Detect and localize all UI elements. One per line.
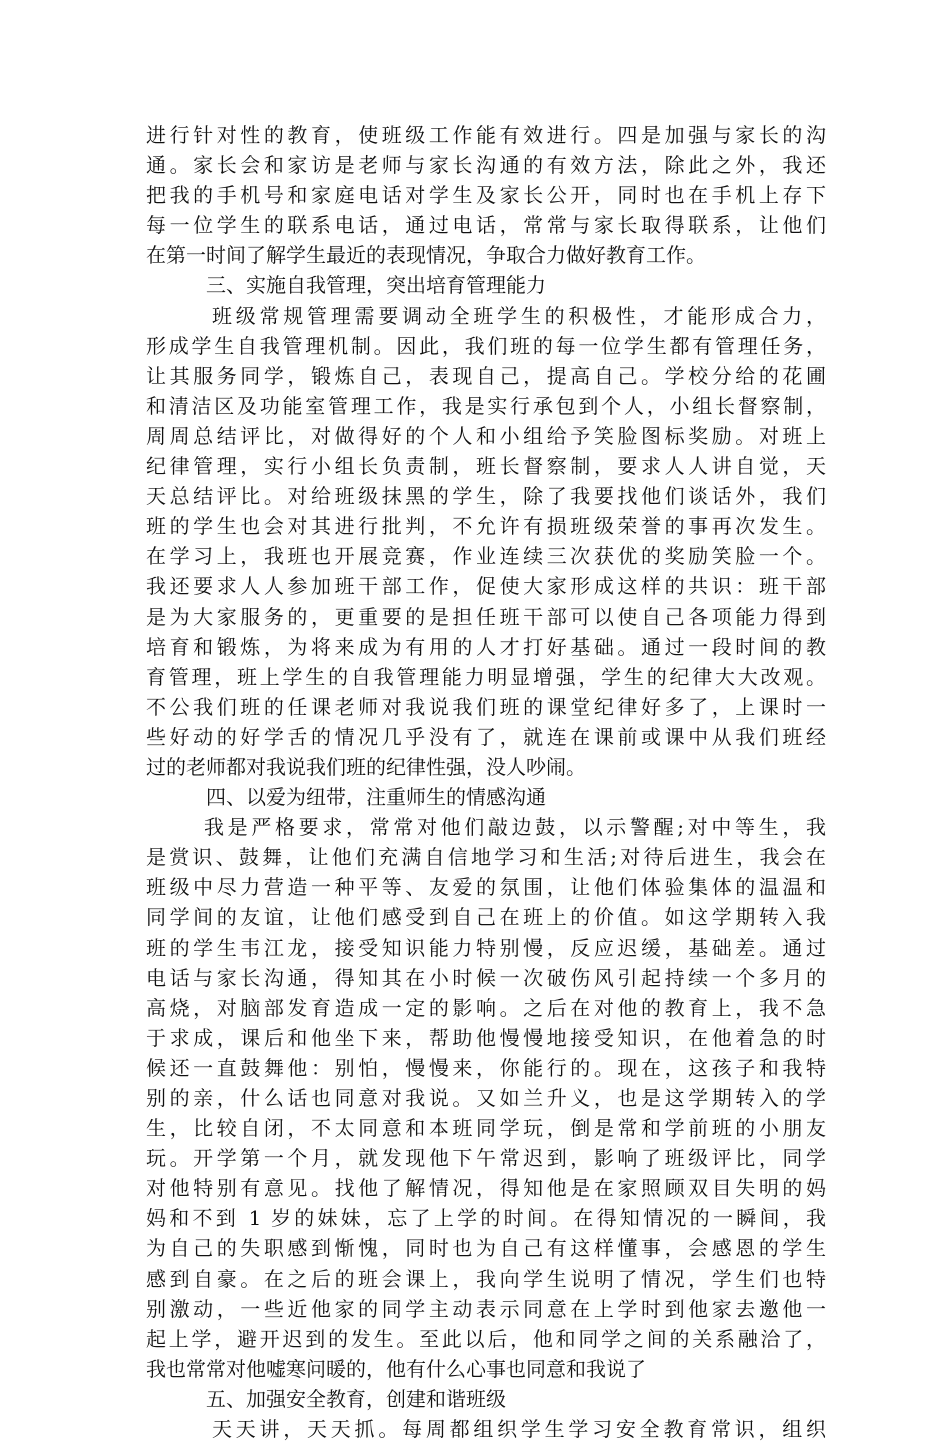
text-line: 同学间的友谊，让他们感受到自己在班上的价值。如这学期转入我 [146, 905, 826, 930]
text-line: 让其服务同学，锻炼自己，表现自己，提高自己。学校分给的花圃 [146, 363, 826, 388]
text-line: 培育和锻炼，为将来成为有用的人才打好基础。通过一段时间的教 [146, 634, 826, 659]
text-line: 是为大家服务的，更重要的是担任班干部可以使自己各项能力得到 [146, 604, 826, 629]
section-heading: 三、实施自我管理，突出培育管理能力 [206, 273, 546, 298]
text-line: 对他特别有意见。找他了解情况，得知他是在家照顾双目失明的妈 [146, 1176, 826, 1201]
text-line: 别激动，一些近他家的同学主动表示同意在上学时到他家去邀他一 [146, 1296, 826, 1321]
text-line: 把我的手机号和家庭电话对学生及家长公开，同时也在手机上存下 [146, 183, 826, 208]
text-line: 班级中尽力营造一种平等、友爱的氛围，让他们体验集体的温温和 [146, 875, 826, 900]
text-line: 于求成，课后和他坐下来，帮助他慢慢地接受知识，在他着急的时 [146, 1025, 826, 1050]
text-line: 育管理，班上学生的自我管理能力明显增强，学生的纪律大大改观。 [146, 664, 826, 689]
paragraph-last-line: 在第一时间了解学生最近的表现情况，争取合力做好教育工作。 [146, 243, 706, 268]
text-line: 候还一直鼓舞他：别怕，慢慢来，你能行的。现在，这孩子和我特 [146, 1055, 826, 1080]
text-line: 周周总结评比，对做得好的个人和小组给予笑脸图标奖励。对班上 [146, 423, 826, 448]
text-line: 我还要求人人参加班干部工作，促使大家形成这样的共识：班干部 [146, 574, 826, 599]
paragraph-last-line: 我也常常对他嘘寒问暖的，他有什么心事也同意和我说了 [146, 1356, 646, 1381]
text-line: 天总结评比。对给班级抹黑的学生，除了我要找他们谈话外，我们 [146, 484, 826, 509]
text-line: 感到自豪。在之后的班会课上，我向学生说明了情况，学生们也特 [146, 1266, 826, 1291]
text-line: 电话与家长沟通，得知其在小时候一次破伤风引起持续一个多月的 [146, 965, 826, 990]
section-heading: 五、加强安全教育，创建和谐班级 [206, 1386, 506, 1411]
text-line: 起上学，避开迟到的发生。至此以后，他和同学之间的关系融洽了， [146, 1326, 826, 1351]
text-line: 班的学生也会对其进行批判，不允许有损班级荣誉的事再次发生。 [146, 514, 826, 539]
text-line: 在学习上，我班也开展竞赛，作业连续三次获优的奖励笑脸一个。 [146, 544, 826, 569]
text-line: 和清洁区及功能室管理工作，我是实行承包到个人，小组长督察制， [146, 393, 826, 418]
text-line: 通。家长会和家访是老师与家长沟通的有效方法，除此之外，我还 [146, 153, 826, 178]
text-line: 每一位学生的联系电话，通过电话，常常与家长取得联系，让他们 [146, 213, 826, 238]
text-line: 玩。开学第一个月，就发现他下午常迟到，影响了班级评比，同学 [146, 1146, 826, 1171]
document-body [146, 120, 826, 1444]
paragraph-first-line: 班级常规管理需要调动全班学生的积极性，才能形成合力， [212, 303, 826, 328]
text-line: 生，比较自闭，不太同意和本班同学玩，倒是常和学前班的小朋友 [146, 1116, 826, 1141]
text-line: 些好动的好学舌的情况几乎没有了，就连在课前或课中从我们班经 [146, 724, 826, 749]
text-line: 班的学生韦江龙，接受知识能力特别慢，反应迟缓，基础差。通过 [146, 935, 826, 960]
paragraph-last-line: 过的老师都对我说我们班的纪律性强，没人吵闹。 [146, 754, 586, 779]
text-line: 高烧，对脑部发育造成一定的影响。之后在对他的教育上，我不急 [146, 995, 826, 1020]
text-line: 形成学生自我管理机制。因此，我们班的每一位学生都有管理任务， [146, 333, 826, 358]
text-line: 不公我们班的任课老师对我说我们班的课堂纪律好多了，上课时一 [146, 694, 826, 719]
text-line: 进行针对性的教育，使班级工作能有效进行。四是加强与家长的沟 [146, 123, 826, 147]
text-line: 为自己的失职感到惭愧，同时也为自己有这样懂事，会感恩的学生 [146, 1236, 826, 1261]
paragraph-first-line: 天天讲，天天抓。每周都组织学生学习安全教育常识，组织 [212, 1417, 826, 1442]
paragraph-first-line: 我是严格要求，常常对他们敲边鼓，以示警醒;对中等生，我 [204, 815, 826, 840]
text-line: 妈和不到 1 岁的妹妹，忘了上学的时间。在得知情况的一瞬间，我 [146, 1206, 826, 1231]
text-line: 纪律管理，实行小组长负责制，班长督察制，要求人人讲自觉，天 [146, 454, 826, 479]
text-line: 别的亲，什么话也同意对我说。又如兰升义，也是这学期转入的学 [146, 1086, 826, 1110]
text-line: 是赏识、鼓舞，让他们充满自信地学习和生活;对待后进生，我会在 [146, 845, 826, 870]
section-heading: 四、以爱为纽带，注重师生的情感沟通 [206, 785, 546, 810]
